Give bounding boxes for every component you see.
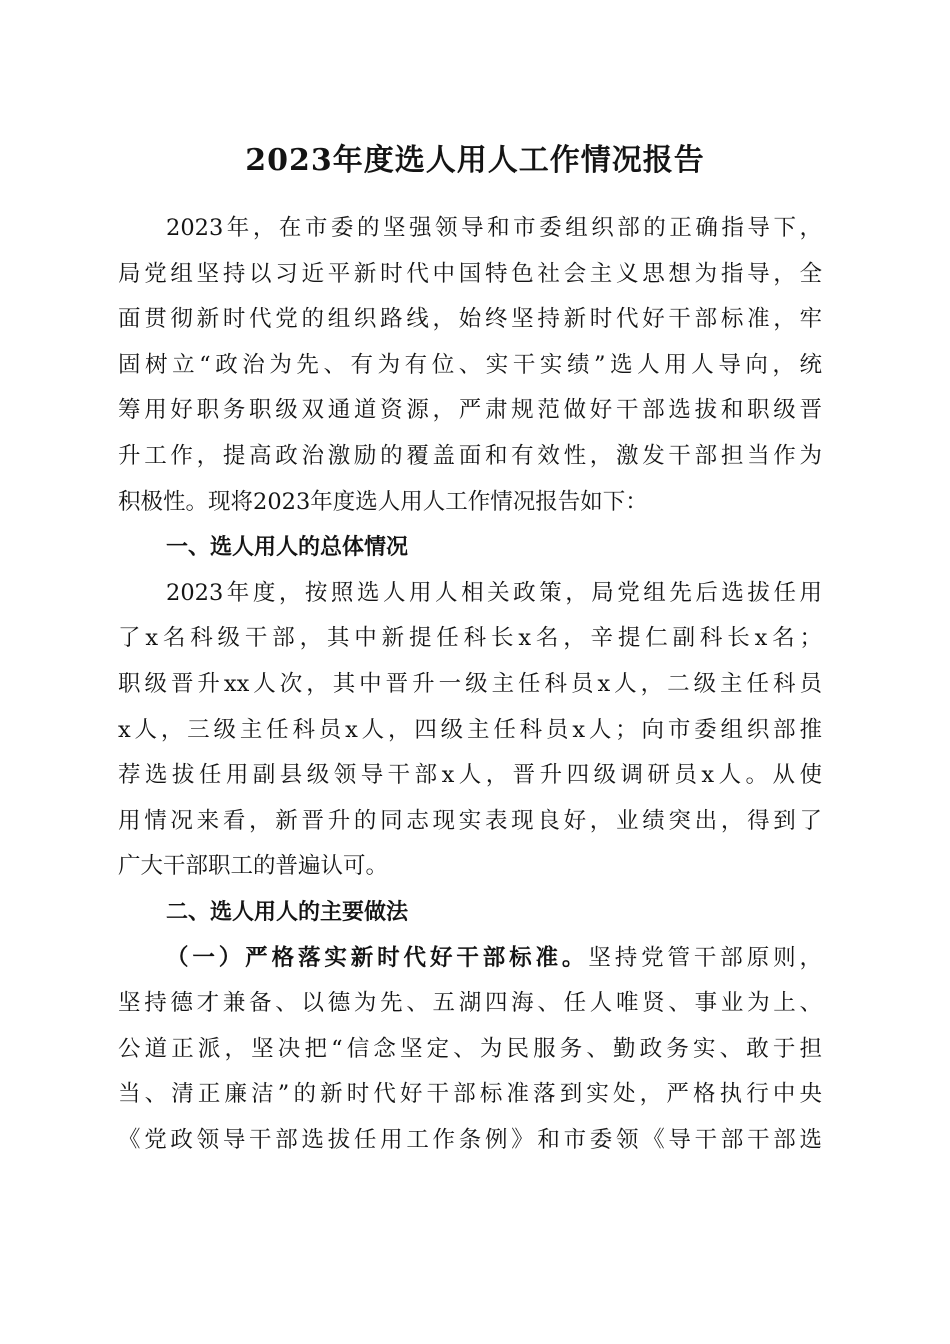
document-title: 2023年度选人用人工作情况报告: [245, 143, 705, 178]
subsection1-line: 坚持德才兼备、以德为先、五湖四海、任人唯贤、事业为上、: [118, 990, 822, 1017]
section1-line: 了x名科级干部，其中新提任科长x名，辛提仁副科长x名；: [118, 625, 822, 652]
intro-line: 面贯彻新时代党的组织路线，始终坚持新时代好干部标准，牢: [118, 306, 822, 333]
section1-line: 2023年度，按照选人用人相关政策，局党组先后选拔任用: [166, 579, 822, 606]
section-heading: 二、选人用人的主要做法: [166, 899, 409, 925]
intro-line: 积极性。现将2023年度选人用人工作情况报告如下：: [118, 488, 648, 515]
section1-line: 荐选拔任用副县级领导干部x人，晋升四级调研员x人。从使: [118, 762, 822, 789]
section1-line: x人，三级主任科员x人，四级主任科员x人；向市委组织部推: [118, 716, 822, 743]
section1-line: 职级晋升xx人次，其中晋升一级主任科员x人，二级主任科员: [118, 670, 822, 697]
intro-line: 2023年，在市委的坚强领导和市委组织部的正确指导下，: [166, 215, 822, 241]
intro-line: 局党组坚持以习近平新时代中国特色社会主义思想为指导，全: [118, 260, 822, 287]
intro-line: 固树立“政治为先、有为有位、实干实绩”选人用人导向，统: [118, 351, 822, 378]
intro-line: 筹用好职务职级双通道资源，严肃规范做好干部选拔和职级晋: [118, 397, 822, 424]
subsection1-line: 当、清正廉洁”的新时代好干部标准落到实处，严格执行中央: [118, 1081, 822, 1108]
document-body: [118, 206, 822, 1163]
subsection1-first-line: [118, 936, 822, 982]
section1-line: 广大干部职工的普遍认可。: [118, 853, 389, 880]
subsection-title: （一）严格落实新时代好干部标准。: [166, 944, 589, 971]
subsection1-first-rest: 坚持党管干部原则，: [588, 944, 822, 971]
subsection1-line: 公道正派，坚决把“信念坚定、为民服务、勤政务实、敢于担: [118, 1035, 822, 1062]
section1-line: 用情况来看，新晋升的同志现实表现良好，业绩突出，得到了: [118, 807, 822, 834]
intro-line: 升工作，提高政治激励的覆盖面和有效性，激发干部担当作为: [118, 442, 822, 469]
subsection1-line: 《党政领导干部选拔任用工作条例》和市委领《导干部干部选: [118, 1126, 822, 1153]
section-heading: 一、选人用人的总体情况: [166, 535, 409, 561]
